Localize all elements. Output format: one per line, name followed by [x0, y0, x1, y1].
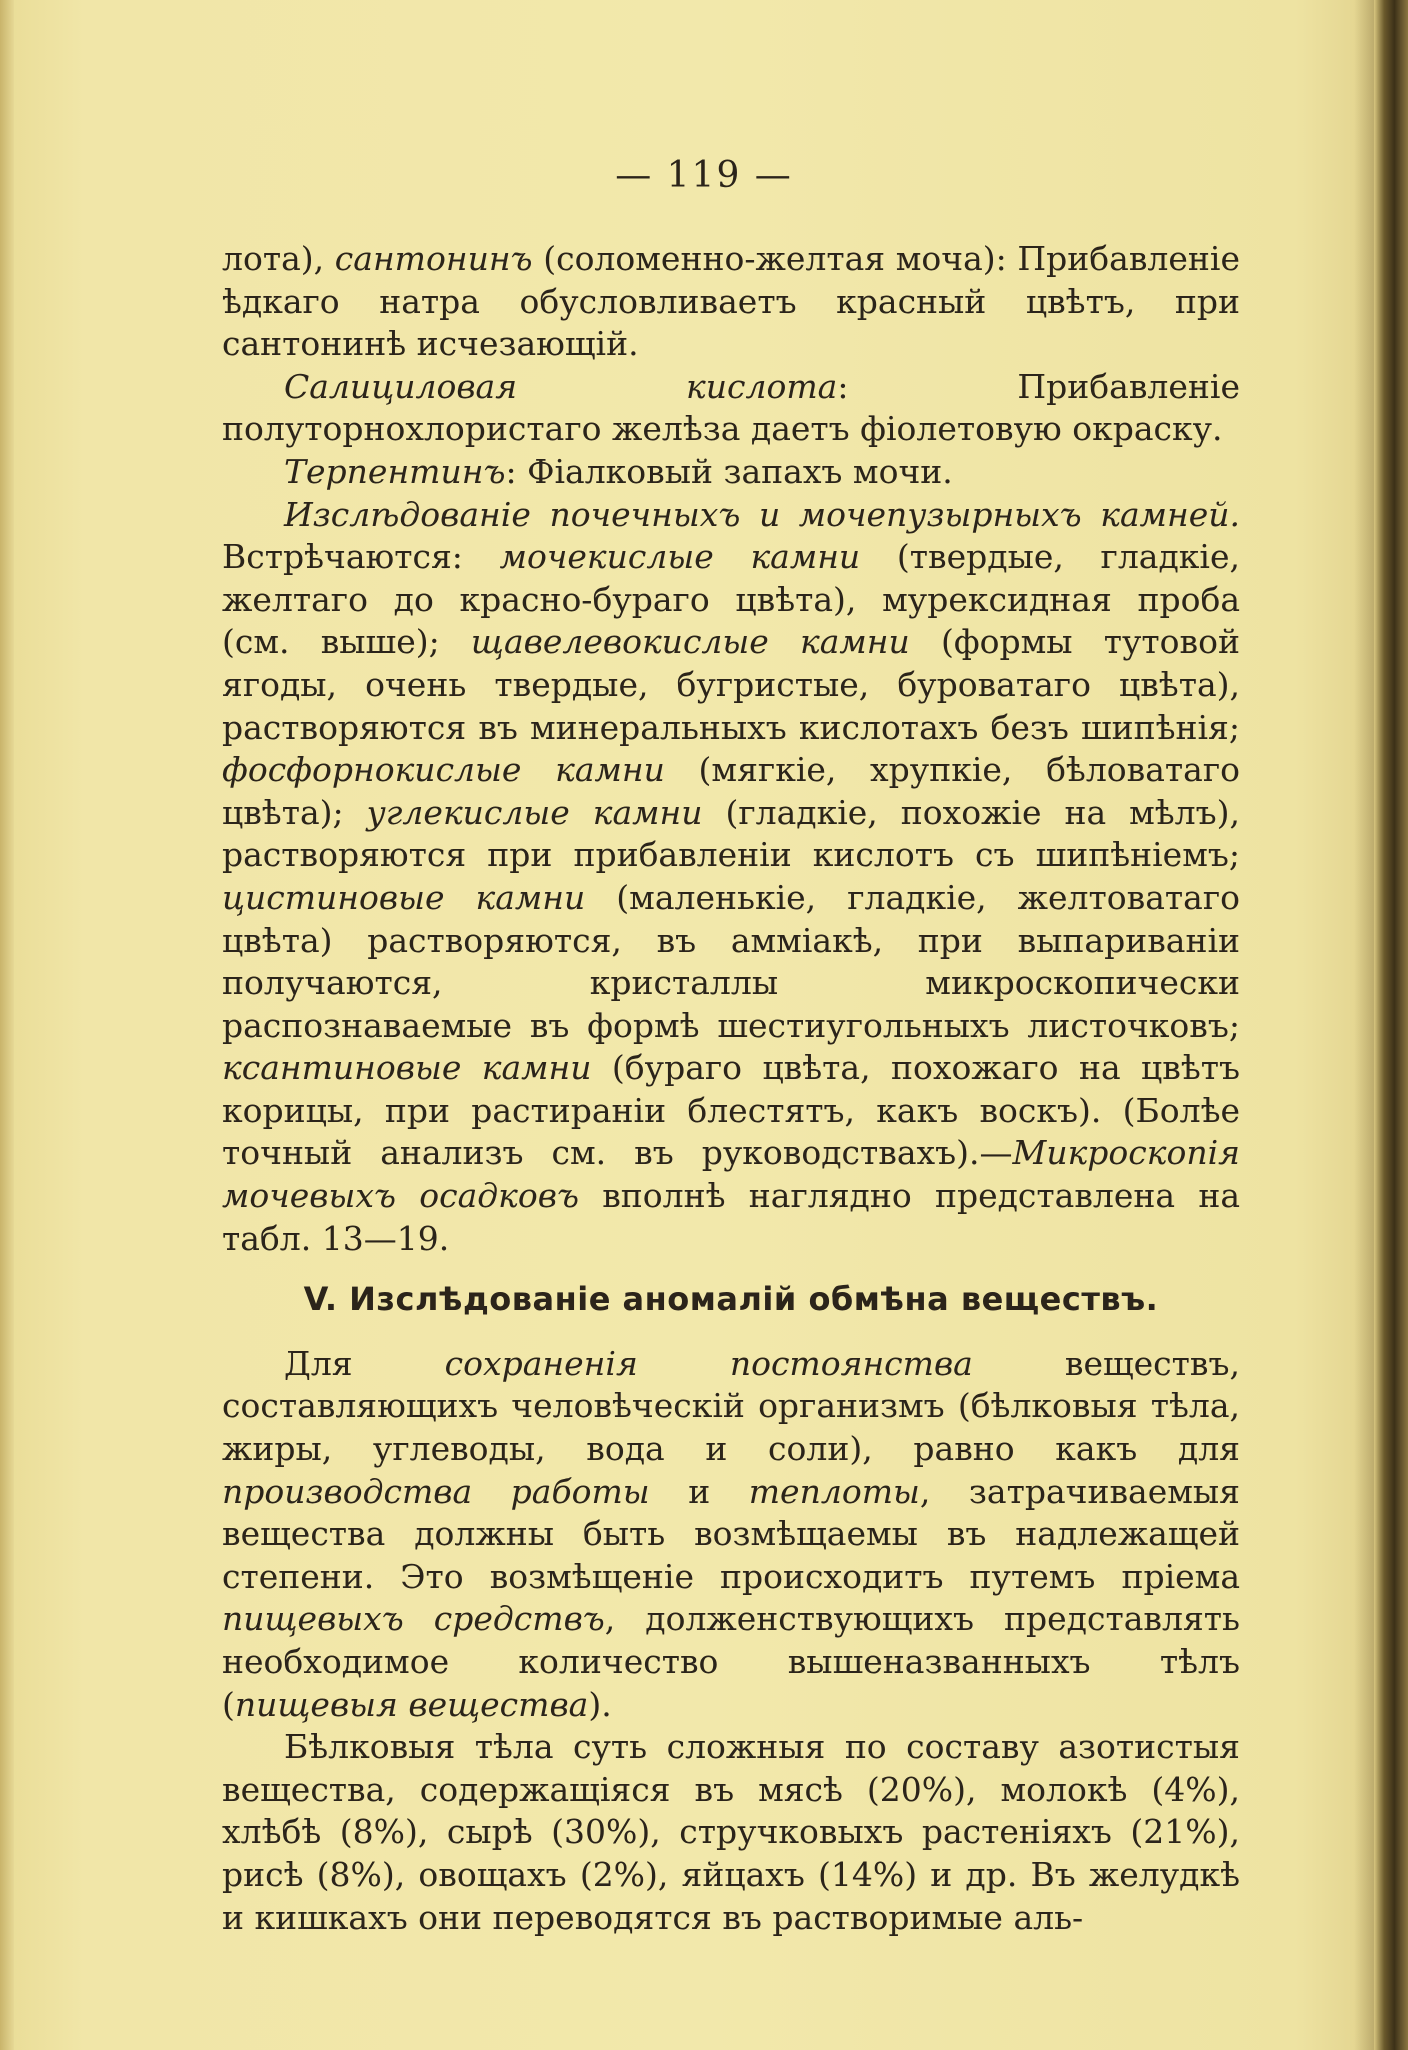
italic-term: сантонинъ	[334, 239, 533, 278]
italic-term: Терпентинъ	[284, 451, 506, 491]
text-run: вполнѣ наглядно представлена на табл. 13—19.	[222, 1176, 1240, 1258]
text-run: (соломенно-желтая моча): Прибавленіе ѣдкаго натра обусловливаетъ красный цвѣтъ, при сантонинѣ исчезающій.	[222, 239, 1240, 364]
page-number: — 119 —	[615, 155, 793, 196]
italic-term: теплоты	[748, 1471, 920, 1511]
text-run: и	[649, 1471, 749, 1511]
italic-term: цистиновые камни	[222, 877, 586, 917]
text-run: (маленькіе, гладкіе, желтоватаго цвѣта) растворяются, въ амміакѣ, при выпариваніи получаются, кристаллы микроскопически распознаваемые въ формѣ шестиугольныхъ листочковъ;	[222, 877, 1240, 1045]
italic-term: фосфорнокислые камни	[222, 750, 665, 790]
paragraph	[222, 366, 1240, 451]
section-heading	[222, 1278, 1240, 1321]
page-left-edge	[0, 0, 14, 2050]
page-gutter-shadow	[1354, 0, 1374, 2050]
italic-term: сохраненія постоянства	[444, 1343, 973, 1383]
text-run: , долженствующихъ представлять необходимое количество вышеназванныхъ тѣлъ (	[222, 1599, 1240, 1724]
section-heading-text: V. Изслѣдованіе аномалій обмѣна веществъ.	[303, 1280, 1159, 1319]
italic-term: пищевыя вещества	[234, 1684, 589, 1724]
text-run: : Фіалковый запахъ мочи.	[505, 451, 953, 491]
text-run: веществъ, составляющихъ человѣческій организмъ (бѣлковыя тѣла, жиры, углеводы, вода и соли), равно какъ для	[222, 1343, 1240, 1469]
page-body	[222, 238, 1240, 1939]
text-run: (бураго цвѣта, похожаго на цвѣтъ корицы, при растираніи блестятъ, какъ воскъ). (Болѣе точный анализъ см. въ руководствахъ).—	[222, 1048, 1240, 1173]
italic-term: щавелевокислые камни	[470, 622, 910, 662]
text-run: Для	[284, 1343, 445, 1383]
italic-term: мочекислые камни	[499, 537, 861, 577]
text-run: , затрачиваемыя вещества должны быть возмѣщаемы въ надлежащей степени. Это возмѣщеніе происходитъ путемъ пріема	[222, 1471, 1240, 1596]
italic-term: пищевыхъ средствъ	[222, 1599, 605, 1639]
text-run: : Прибавленіе полуторнохлористаго желѣза даетъ фіолетовую окраску.	[222, 366, 1240, 449]
italic-term: Микроскопія мочевыхъ осадковъ	[222, 1133, 1240, 1216]
text-run: (твердые, гладкіе, желтаго до красно-бураго цвѣта), мурексидная проба (см. выше);	[222, 537, 1240, 662]
italic-term: углекислые камни	[366, 792, 703, 832]
paragraph	[222, 1726, 1240, 1939]
text-run: Бѣлковыя тѣла суть сложныя по составу азотистыя вещества, содержащіяся въ мясѣ (20%), молокѣ (4%), хлѣбѣ (8%), сырѣ (30%), стручковыхъ растеніяхъ (21%), рисѣ (8%), овощахъ (2%), яйцахъ (14%) и др. Въ желудкѣ и кишкахъ они переводятся въ растворимые аль-	[222, 1727, 1240, 1937]
italic-term: Изслѣдованіе почечныхъ и мочепузырныхъ камней.	[284, 494, 1240, 534]
text-run: ).	[588, 1684, 612, 1724]
italic-term: производства работы	[222, 1471, 650, 1511]
text-run: (мягкіе, хрупкіе, бѣловатаго цвѣта);	[222, 750, 1241, 832]
book-spine-edge	[1374, 0, 1408, 2050]
text-run: (гладкіе, похожіе на мѣлъ), растворяются при прибавленіи кислотъ съ шипѣніемъ;	[222, 792, 1241, 875]
text-run: лота),	[222, 239, 335, 278]
paragraph	[222, 238, 1240, 366]
italic-term: Салициловая кислота	[284, 366, 838, 406]
text-run: (формы тутовой ягоды, очень твердые, бугристые, буроватаго цвѣта), растворяются въ минеральныхъ кислотахъ безъ шипѣнія;	[222, 622, 1240, 747]
italic-term: ксантиновые камни	[222, 1048, 592, 1088]
paragraph	[222, 451, 1240, 494]
text-run: Встрѣчаются:	[222, 537, 500, 577]
paragraph	[222, 1343, 1240, 1726]
paragraph	[222, 494, 1240, 1261]
